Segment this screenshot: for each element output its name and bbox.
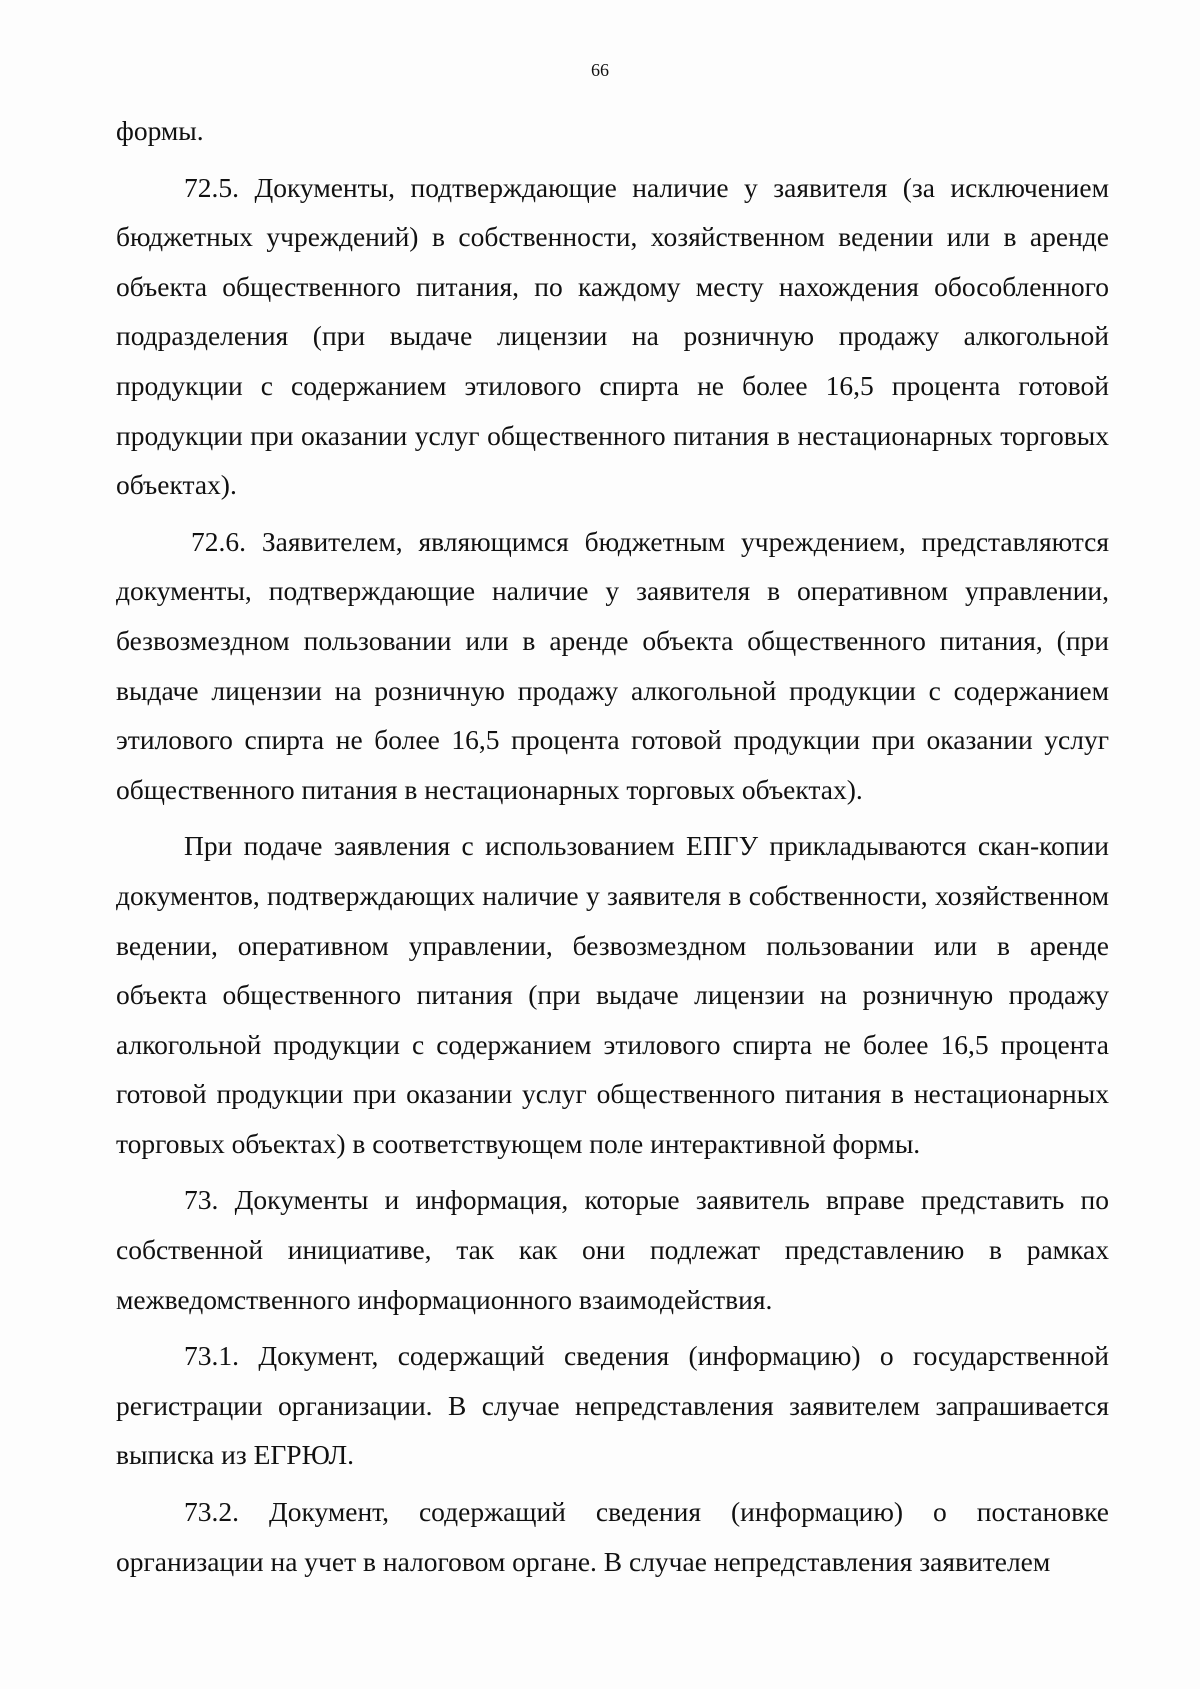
document-body [116, 106, 1109, 1586]
paragraph-continuation: формы. [116, 115, 204, 146]
paragraph-73-1: 73.1. Документ, содержащий сведения (информацию) о государственной регистрации организации. В случае непредставления заявителем запрашивается выписка из ЕГРЮЛ. [116, 1340, 1109, 1471]
paragraph-72-5: 72.5. Документы, подтверждающие наличие у заявителя (за исключением бюджетных учреждений) в собственности, хозяйственном ведении или в аренде объекта общественного питания, по каждому месту нахождения обособленного подразделения (при выдаче лицензии на розничную продажу алкогольной продукции с содержанием этилового спирта не более 16,5 процента готовой продукции при оказании услуг общественного питания в нестационарных торговых объектах). [116, 171, 1109, 501]
paragraph-epgu-scan-copies: При подаче заявления с использованием ЕПГУ прикладываются скан-копии документов, подтверждающих наличие у заявителя в собственности, хозяйственном ведении, оперативном управлении, безвозмездном пользовании или в аренде объекта общественного питания (при выдаче лицензии на розничную продажу алкогольной продукции с содержанием этилового спирта не более 16,5 процента готовой продукции при оказании услуг общественного питания в нестационарных торговых объектах) в соответствующем поле интерактивной формы. [116, 830, 1109, 1159]
paragraph-72-6: 72.6. Заявителем, являющимся бюджетным учреждением, представляются документы, подтверждающие наличие у заявителя в оперативном управлении, безвозмездном пользовании или в аренде объекта общественного питания, (при выдаче лицензии на розничную продажу алкогольной продукции с содержанием этилового спирта не более 16,5 процента готовой продукции при оказании услуг общественного питания в нестационарных торговых объектах). [116, 525, 1109, 805]
paragraph-73: 73. Документы и информация, которые заявитель вправе представить по собственной инициативе, так как они подлежат представлению в рамках межведомственного информационного взаимодействия. [116, 1184, 1109, 1315]
paragraph-73-2: 73.2. Документ, содержащий сведения (информацию) о постановке организации на учет в налоговом органе. В случае непредставления заявителем [116, 1496, 1109, 1577]
page-number: 66 [591, 60, 609, 80]
